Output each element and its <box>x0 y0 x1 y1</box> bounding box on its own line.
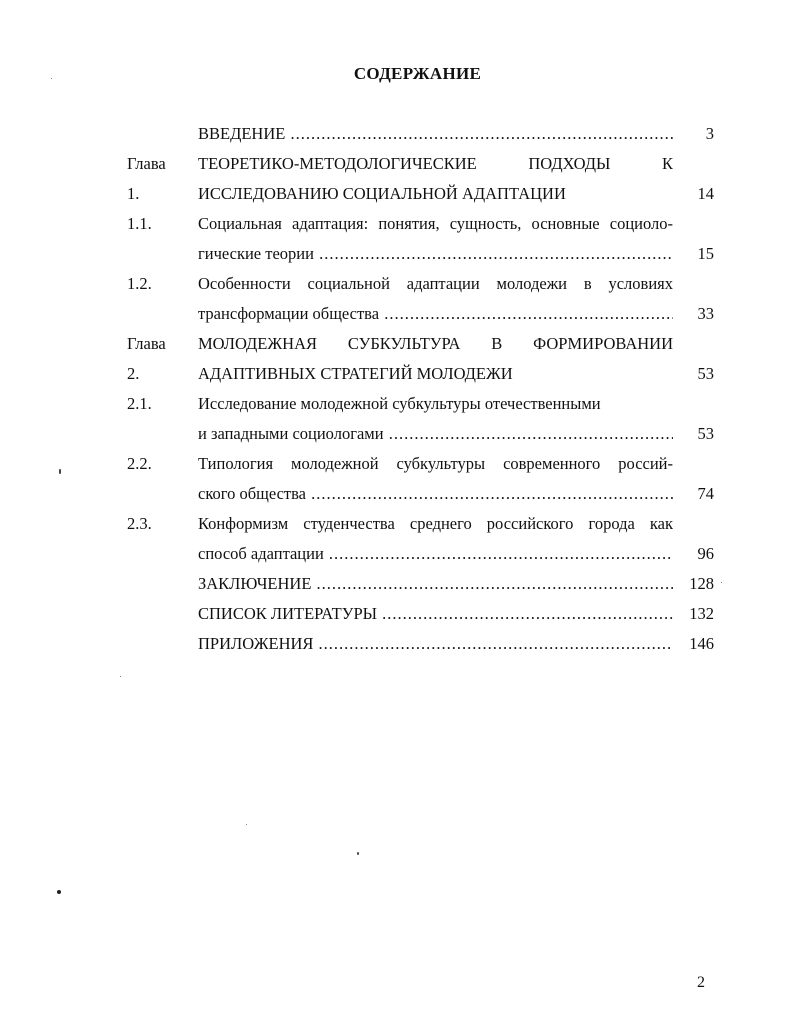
scan-speck <box>721 582 722 583</box>
toc-section-label: Глава <box>127 334 166 353</box>
page-number: 2 <box>697 974 705 991</box>
toc-page-number: 14 <box>697 184 714 203</box>
toc-entry-text: гические теории ..... <box>198 239 673 269</box>
toc-entry-text: и западными социологами ..... <box>198 419 673 449</box>
scan-speck <box>246 824 247 825</box>
toc-line <box>0 599 795 629</box>
toc-page-number: 53 <box>697 364 714 383</box>
scan-speck <box>120 676 121 677</box>
toc-entry-text: Особенности социальной адаптации молодежи в условиях <box>198 274 673 293</box>
toc-entry-text: Типология молодежной субкультуры современного россий- <box>198 454 673 473</box>
toc-line <box>0 299 795 329</box>
toc-page-number: 96 <box>697 544 714 563</box>
toc-line <box>0 419 795 449</box>
toc-entry-text: ИССЛЕДОВАНИЮ СОЦИАЛЬНОЙ АДАПТАЦИИ <box>198 184 566 203</box>
toc-line <box>0 329 795 359</box>
toc-section-label: Глава <box>127 154 166 173</box>
scan-speck <box>51 78 52 79</box>
toc-section-label: 1.2. <box>127 274 152 293</box>
document-title: СОДЕРЖАНИЕ <box>353 64 482 83</box>
toc-line <box>0 479 795 509</box>
toc-entry-text: ЗАКЛЮЧЕНИЕ ..... <box>198 569 673 599</box>
toc-line <box>0 629 795 659</box>
toc-line <box>0 569 795 599</box>
toc-section-label: 2.1. <box>127 394 152 413</box>
toc-section-label: 1. <box>127 184 140 203</box>
toc-entry-text: трансформации общества ..... <box>198 299 673 329</box>
toc-page-number: 74 <box>697 484 714 503</box>
toc-line <box>0 149 795 179</box>
toc-entry-text: Социальная адаптация: понятия, сущность, основные социоло- <box>198 214 673 233</box>
toc-line <box>0 209 795 239</box>
toc-entry-text: МОЛОДЕЖНАЯ СУБКУЛЬТУРА В ФОРМИРОВАНИИ <box>198 334 673 353</box>
toc-page-number: 33 <box>697 304 714 323</box>
toc-line <box>0 509 795 539</box>
toc-entry-text: Исследование молодежной субкультуры отечественными <box>198 394 601 413</box>
toc-section-label: 1.1. <box>127 214 152 233</box>
toc-entry-text: ТЕОРЕТИКО-МЕТОДОЛОГИЧЕСКИЕ ПОДХОДЫ К <box>198 154 673 173</box>
toc-line <box>0 119 795 149</box>
toc-entry-text: ВВЕДЕНИЕ ..... <box>198 119 673 149</box>
toc-section-label: 2.3. <box>127 514 152 533</box>
toc-entry-text: ского общества ..... <box>198 479 673 509</box>
toc-entry-text: СПИСОК ЛИТЕРАТУРЫ ..... <box>198 599 673 629</box>
toc-entry-text: Конформизм студенчества среднего российского города как <box>198 514 673 533</box>
toc-line <box>0 179 795 209</box>
scan-speck <box>57 890 61 894</box>
scan-speck <box>357 852 359 855</box>
toc-section-label: 2. <box>127 364 140 383</box>
toc-entry-text: АДАПТИВНЫХ СТРАТЕГИЙ МОЛОДЕЖИ <box>198 364 513 383</box>
toc-page-number: 132 <box>689 604 714 623</box>
toc-entry-text: ПРИЛОЖЕНИЯ ..... <box>198 629 673 659</box>
toc-section-label: 2.2. <box>127 454 152 473</box>
toc-line <box>0 239 795 269</box>
toc-line <box>0 449 795 479</box>
toc-line <box>0 539 795 569</box>
toc-page-number: 15 <box>697 244 714 263</box>
toc-line <box>0 269 795 299</box>
toc-entry-text: способ адаптации ..... <box>198 539 673 569</box>
toc-page-number: 3 <box>705 124 714 143</box>
toc-line <box>0 389 795 419</box>
toc-page-number: 146 <box>689 634 714 653</box>
toc-line <box>0 359 795 389</box>
toc-page-number: 53 <box>697 424 714 443</box>
scan-speck <box>59 469 61 474</box>
toc-page-number: 128 <box>689 574 714 593</box>
